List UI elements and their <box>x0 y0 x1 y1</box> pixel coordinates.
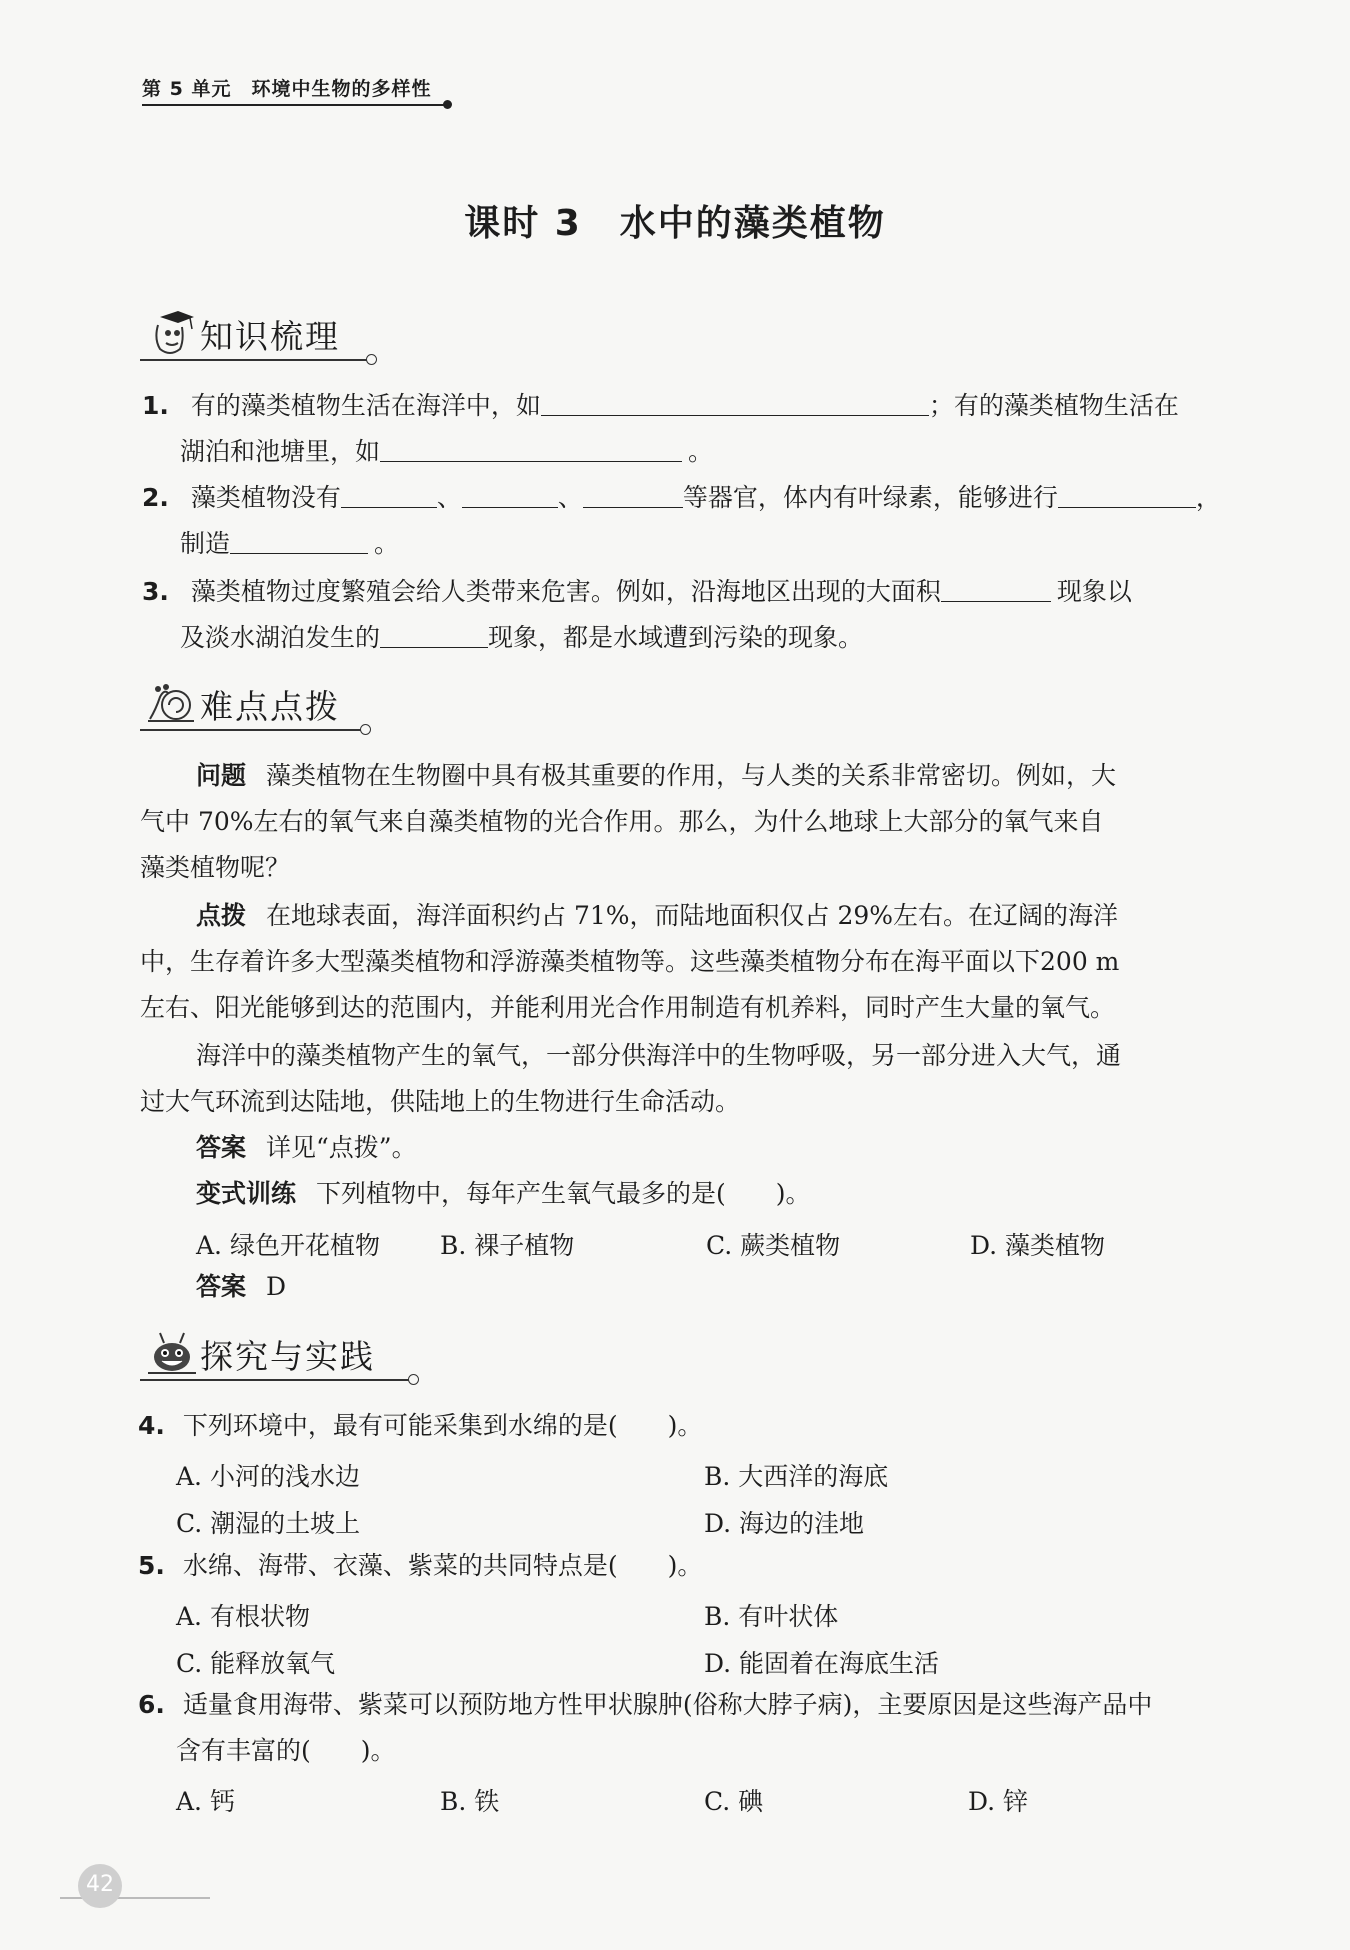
lesson-number: 课时 3 <box>464 203 582 244</box>
q5-option-a[interactable]: A. 有根状物 <box>176 1602 310 1631</box>
question-4: 4. 下列环境中，最有可能采集到水绵的是( )。 <box>138 1411 703 1440</box>
variant-option-d[interactable]: D. 藻类植物 <box>970 1231 1106 1260</box>
fill-blank[interactable] <box>462 485 558 508</box>
graduate-cap-icon <box>146 309 198 357</box>
answer-1: 答案 详见“点拨”。 <box>196 1133 417 1162</box>
snail-icon <box>146 679 198 727</box>
question-2-line-1: 2. 藻类植物没有 、 、 等器官，体内有叶绿素，能够进行 ， <box>142 483 1221 512</box>
variant-option-a[interactable]: A. 绿色开花植物 <box>196 1231 380 1260</box>
section-practice-title: 探究与实践 <box>200 1337 375 1376</box>
hint-line-4: 海洋中的藻类植物产生的氧气，一部分供海洋中的生物呼吸，另一部分进入大气，通 <box>196 1041 1122 1070</box>
hint-line-3: 左右、阳光能够到达的范围内，并能利用光合作用制造有机养料，同时产生大量的氧气。 <box>140 993 1116 1022</box>
lesson-title <box>0 195 1350 246</box>
fill-blank[interactable] <box>1058 485 1196 508</box>
q6-option-b[interactable]: B. 铁 <box>440 1787 500 1816</box>
fill-blank[interactable] <box>341 485 437 508</box>
question-3-line-2: 及淡水湖泊发生的 现象，都是水域遭到污染的现象。 <box>180 623 864 652</box>
question-6-line-2: 含有丰富的( )。 <box>176 1736 396 1765</box>
problem-line-3: 藻类植物呢？ <box>140 853 291 882</box>
variant-option-c[interactable]: C. 蕨类植物 <box>706 1231 841 1260</box>
variant-question: 变式训练 下列植物中，每年产生氧气最多的是( )。 <box>196 1179 811 1208</box>
question-1-line-2: 湖泊和池塘里，如 。 <box>180 437 714 466</box>
section-underline <box>140 359 368 361</box>
answer-2: 答案 D <box>196 1272 287 1301</box>
question-2-line-2: 制造 。 <box>180 529 400 558</box>
problem-line-2: 气中 70%左右的氧气来自藻类植物的光合作用。那么，为什么地球上大部分的氧气来自 <box>140 807 1104 836</box>
section-underline-circle <box>366 354 377 365</box>
section-underline-circle <box>408 1374 419 1385</box>
variant-option-b[interactable]: B. 裸子植物 <box>440 1231 575 1260</box>
q6-option-c[interactable]: C. 碘 <box>704 1787 764 1816</box>
unit-header: 第 5 单元 环境中生物的多样性 <box>142 78 432 100</box>
q5-option-d[interactable]: D. 能固着在海底生活 <box>704 1649 940 1678</box>
section-difficulty-title: 难点点拨 <box>200 687 340 726</box>
fill-blank[interactable] <box>583 485 683 508</box>
q4-option-b[interactable]: B. 大西洋的海底 <box>704 1462 889 1491</box>
q5-option-b[interactable]: B. 有叶状体 <box>704 1602 839 1631</box>
page-number: 42 <box>86 1872 114 1897</box>
q4-option-d[interactable]: D. 海边的洼地 <box>704 1509 865 1538</box>
q5-option-c[interactable]: C. 能释放氧气 <box>176 1649 336 1678</box>
hint-line-1: 点拨 在地球表面，海洋面积约占 71%，而陆地面积仅占 29%左右。在辽阔的海洋 <box>196 901 1119 930</box>
q6-option-d[interactable]: D. 锌 <box>968 1787 1029 1816</box>
problem-line-1: 问题 藻类植物在生物圈中具有极其重要的作用，与人类的关系非常密切。例如，大 <box>196 761 1117 790</box>
section-knowledge-title: 知识梳理 <box>200 317 340 356</box>
question-5: 5. 水绵、海带、衣藻、紫菜的共同特点是( )。 <box>138 1551 703 1580</box>
header-rule-dot <box>443 100 452 109</box>
lesson-name: 水中的藻类植物 <box>619 203 886 244</box>
header-rule <box>142 104 447 106</box>
section-underline-circle <box>360 724 371 735</box>
hint-line-2: 中，生存着许多大型藻类植物和浮游藻类植物等。这些藻类植物分布在海平面以下200 m <box>140 947 1120 976</box>
fill-blank[interactable] <box>230 531 368 554</box>
smiling-bug-icon <box>146 1329 198 1377</box>
section-underline <box>140 729 362 731</box>
q4-option-c[interactable]: C. 潮湿的土坡上 <box>176 1509 361 1538</box>
q6-option-a[interactable]: A. 钙 <box>176 1787 235 1816</box>
q4-option-a[interactable]: A. 小河的浅水边 <box>176 1462 360 1491</box>
hint-line-5: 过大气环流到达陆地，供陆地上的生物进行生命活动。 <box>140 1087 741 1116</box>
fill-blank[interactable] <box>541 393 929 416</box>
fill-blank[interactable] <box>941 579 1051 602</box>
question-1-line-1: 1. 有的藻类植物生活在海洋中，如 ；有的藻类植物生活在 <box>142 391 1179 420</box>
fill-blank[interactable] <box>380 439 682 462</box>
section-underline <box>140 1379 410 1381</box>
question-3-line-1: 3. 藻类植物过度繁殖会给人类带来危害。例如，沿海地区出现的大面积 现象以 <box>142 577 1132 606</box>
question-6-line-1: 6. 适量食用海带、紫菜可以预防地方性甲状腺肿(俗称大脖子病)，主要原因是这些海产品中 <box>138 1690 1153 1719</box>
fill-blank[interactable] <box>380 625 488 648</box>
